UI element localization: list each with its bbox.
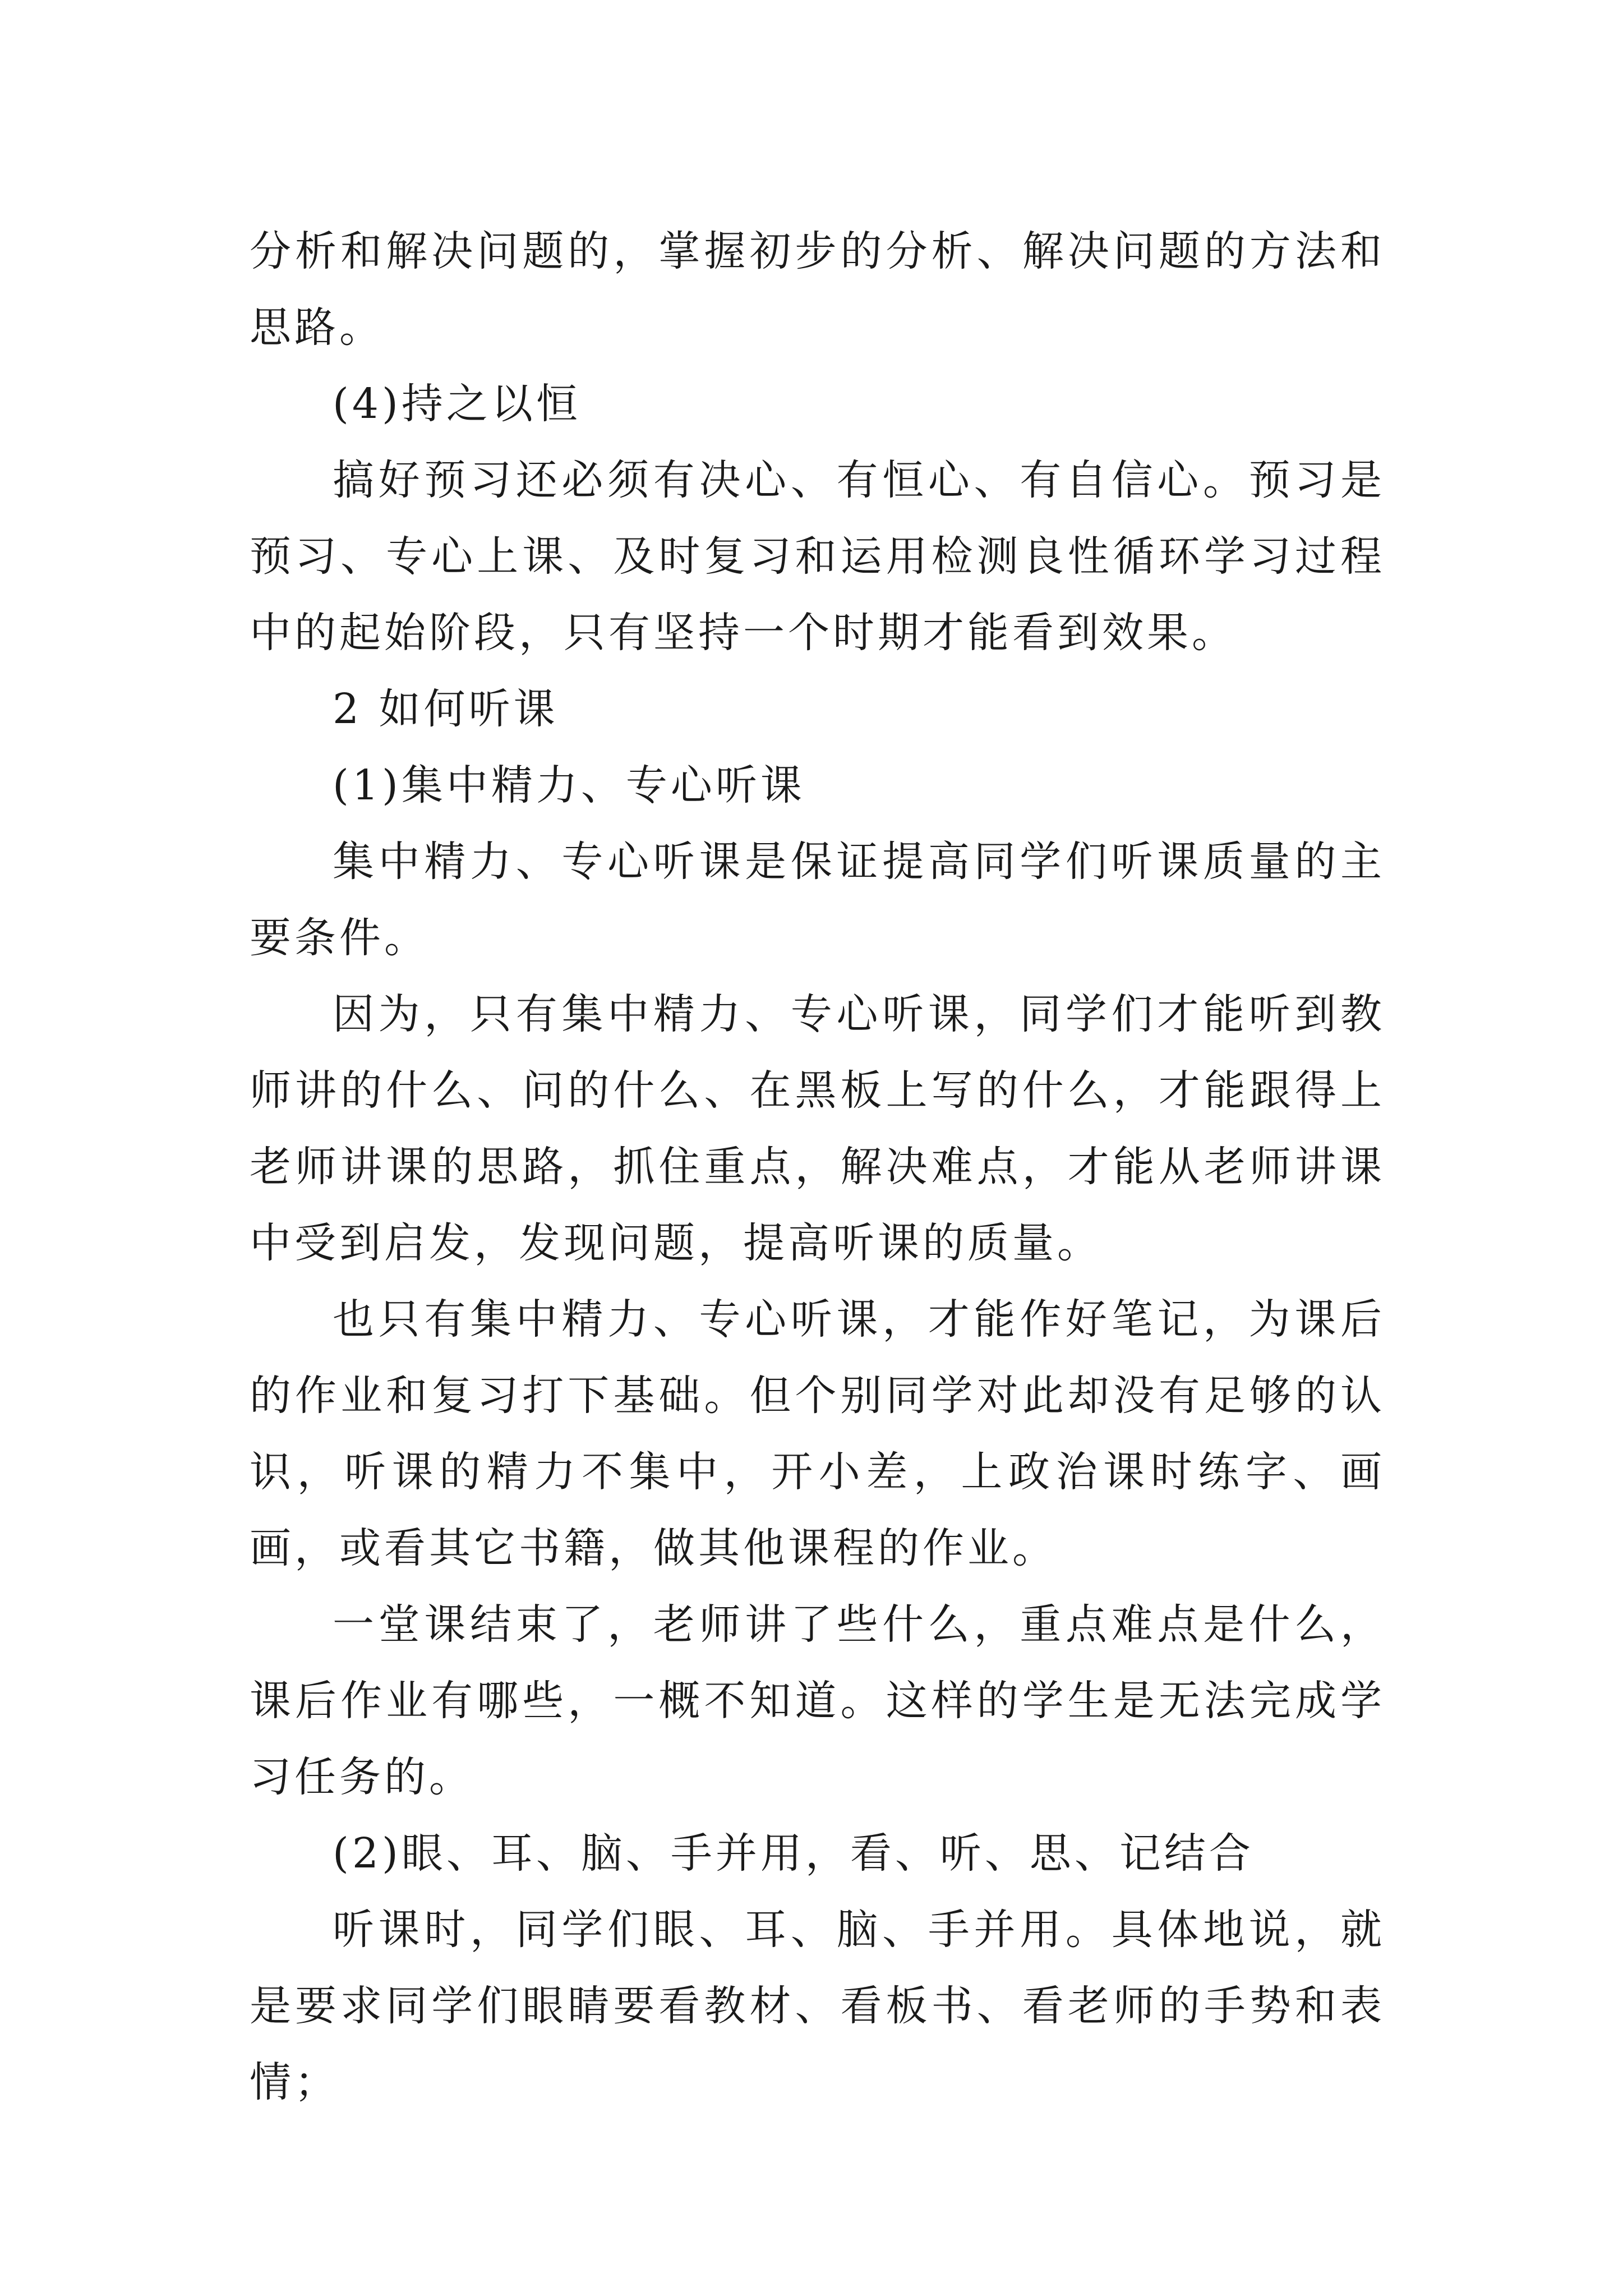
section-heading: (4)持之以恒 [333,380,581,428]
paragraph: 搞好预习还必须有决心、有恒心、有自信心。预习是预习、专心上课、及时复习和运用检测良性循环学习过程中的起始阶段，只有坚持一个时期才能看到效果。 [250,456,1385,657]
document-body [250,213,1385,2120]
paragraph: 听课时，同学们眼、耳、脑、手并用。具体地说，就是要求同学们眼睛要看教材、看板书、看老师的手势和表情； [250,1906,1385,2106]
paragraph: 也只有集中精力、专心听课，才能作好笔记，为课后的作业和复习打下基础。但个别同学对此却没有足够的认识，听课的精力不集中，开小差，上政治课时练字、画画，或看其它书籍，做其他课程的作业。 [250,1295,1385,1572]
subsection-heading: (1)集中精力、专心听课 [333,761,805,809]
paragraph: 集中精力、专心听课是保证提高同学们听课质量的主要条件。 [250,838,1385,962]
paragraph: 因为，只有集中精力、专心听课，同学们才能听到教师讲的什么、问的什么、在黑板上写的什么，才能跟得上老师讲课的思路，抓住重点，解决难点，才能从老师讲课中受到启发，发现问题，提高听课的质量。 [250,990,1385,1267]
paragraph: 一堂课结束了，老师讲了些什么，重点难点是什么，课后作业有哪些，一概不知道。这样的学生是无法完成学习任务的。 [250,1600,1385,1801]
paragraph-continuation: 分析和解决问题的，掌握初步的分析、解决问题的方法和思路。 [250,227,1385,352]
subsection-heading: (2)眼、耳、脑、手并用，看、听、思、记结合 [333,1829,1254,1878]
section-heading: 2 如何听课 [333,685,559,733]
